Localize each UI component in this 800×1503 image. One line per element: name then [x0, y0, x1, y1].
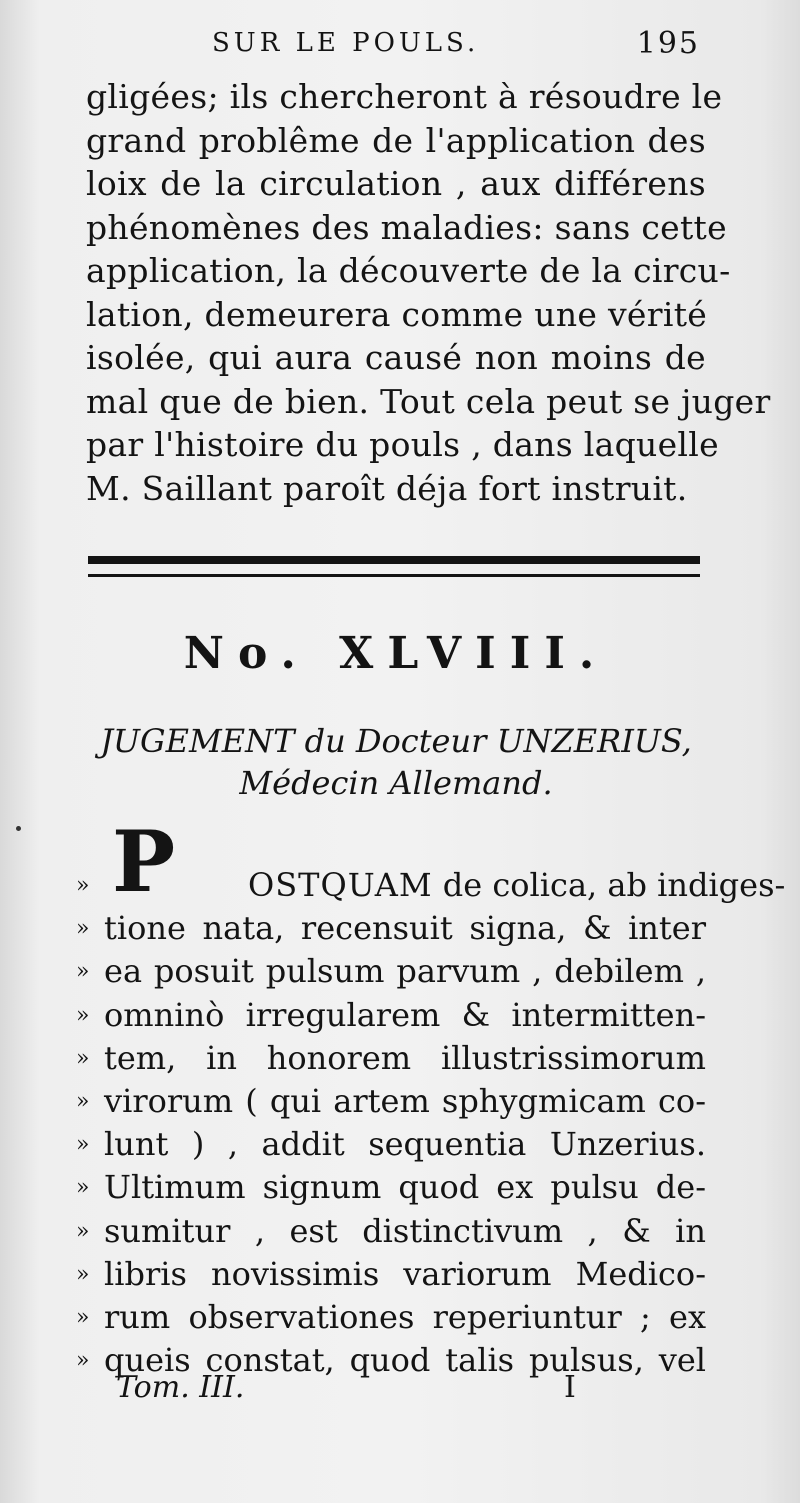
quote-mark: »	[76, 1045, 90, 1071]
latin-line	[76, 1123, 706, 1166]
latin-line	[76, 907, 706, 950]
quote-mark: »	[76, 1132, 90, 1158]
ink-spot	[16, 826, 21, 831]
body-line: loix de la circulation , aux différens	[86, 164, 706, 203]
latin-line	[76, 994, 706, 1037]
latin-line-text: sumitur , est distinctivum , & in	[104, 1211, 706, 1250]
quote-mark: »	[76, 1261, 90, 1287]
quote-mark: »	[76, 1002, 90, 1028]
quote-mark: »	[76, 1218, 90, 1244]
latin-line	[76, 1253, 706, 1296]
section-rule-thick	[88, 556, 700, 564]
latin-line-text: tione nata, recensuit signa, & inter	[104, 909, 706, 948]
latin-first-line-text: de colica, ab indiges-	[432, 866, 786, 904]
latin-line	[76, 1037, 706, 1080]
section-subtitle: Médecin Allemand.	[239, 764, 553, 802]
latin-quotation	[76, 864, 786, 1382]
latin-line	[76, 1166, 706, 1209]
quote-mark: »	[76, 1175, 90, 1201]
latin-line-text: ea posuit pulsum parvum , debilem ,	[104, 952, 706, 991]
body-line: M. Saillant paroît déja fort instruit.	[86, 468, 688, 508]
page-footer	[116, 1370, 586, 1410]
latin-first-word: OSTQUAM	[248, 866, 433, 904]
quote-mark: »	[76, 916, 90, 942]
signature-mark: I	[564, 1370, 576, 1405]
body-text	[86, 75, 771, 510]
body-line: mal que de bien. Tout cela peut se juger	[86, 381, 771, 421]
latin-line	[76, 1080, 706, 1123]
body-line: par l'histoire du pouls , dans laquelle	[86, 425, 719, 464]
section-title: JUGEMENT du Docteur UNZERIUS,	[100, 722, 692, 760]
body-line: application, la découverte de la circu-	[86, 251, 731, 290]
latin-line	[76, 864, 786, 907]
section-number: No. XLVIII.	[183, 628, 609, 679]
quote-mark: »	[76, 1304, 90, 1330]
section-rule-thin	[88, 574, 700, 577]
latin-line-text: libris novissimis variorum Medico-	[104, 1254, 706, 1293]
latin-line	[76, 950, 706, 993]
body-line: phénomènes des maladies: sans cette	[86, 207, 727, 247]
volume-label: Tom. III.	[116, 1370, 245, 1405]
page-number: 195	[636, 26, 700, 61]
body-line: lation, demeurera comme une vérité	[86, 294, 708, 334]
latin-line-text: rum observationes reperiuntur ; ex	[104, 1297, 706, 1336]
body-line: grand problême de l'application des	[86, 120, 706, 160]
latin-line	[76, 1210, 706, 1253]
latin-line-text: Ultimum signum quod ex pulsu de-	[104, 1168, 706, 1207]
body-line: gligées; ils chercheront à résoudre le	[86, 77, 723, 116]
drop-cap: P	[112, 812, 176, 911]
running-title: SUR LE POULS.	[212, 28, 480, 58]
body-line: isolée, qui aura causé non moins de	[86, 338, 706, 377]
quote-mark: »	[76, 1088, 90, 1114]
latin-line-text: lunt ) , addit sequentia Unzerius.	[104, 1125, 706, 1164]
latin-line-text: tem, in honorem illustrissimorum	[104, 1038, 706, 1077]
running-head	[86, 24, 706, 64]
latin-line-text: virorum ( qui artem sphygmicam co-	[104, 1081, 706, 1120]
latin-line-text: queis constat, quod talis pulsus, vel	[104, 1341, 706, 1380]
latin-first-line	[248, 864, 786, 907]
quote-mark: »	[76, 873, 90, 898]
latin-line	[76, 1296, 706, 1339]
quote-mark: »	[76, 959, 90, 985]
latin-line-text: omninò irregularem & intermitten-	[104, 995, 706, 1034]
quote-mark: »	[76, 1348, 90, 1374]
